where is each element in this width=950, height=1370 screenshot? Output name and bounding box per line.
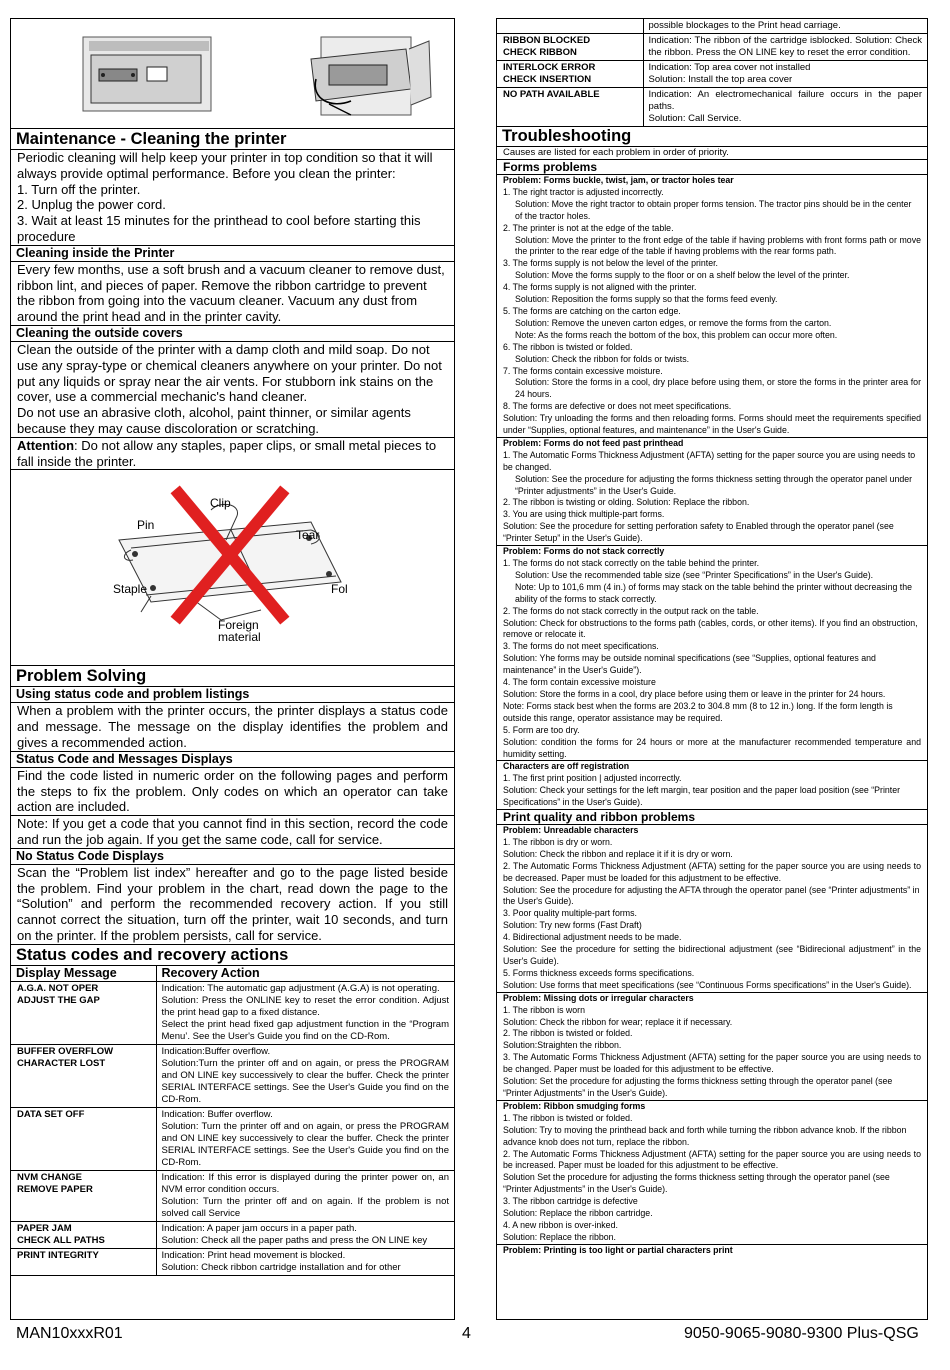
recovery-line: Indication: A paper jam occurs in a paper path. [161, 1222, 357, 1234]
problem-line: 3. The forms supply is not below the level of the printer. [503, 258, 718, 269]
problem-title: Problem: Forms buckle, twist, jam, or tractor holes tear [503, 175, 734, 185]
problem-line: 3. You are using thick multiple-part forms. [503, 509, 665, 520]
recovery-action [156, 1044, 454, 1107]
problem-line: 2. The Automatic Forms Thickness Adjustment (AFTA) setting for the paper source you are using needs to be decreased. Paper must be loaded for this adjustment to be effective. [503, 860, 921, 883]
problem-line: Solution: Check the ribbon and replace it if it is dry or worn. [503, 848, 733, 859]
problem-line: Solution Set the procedure for adjusting the forms thickness setting through the operator panel (see “Printer Adjustments” in the User's Guide). [503, 1172, 890, 1195]
recovery-line: Indication:Buffer overflow. [161, 1045, 271, 1057]
problem-line: 1. The ribbon is worn [503, 1004, 585, 1015]
problem-line: 1. The ribbon is twisted or folded. [503, 1112, 633, 1123]
problem-line: Solution: Move the right tractor to obtain proper forms tension. The tractor pins should be in the center of the tractor holes. [515, 198, 912, 221]
right-column [496, 18, 928, 1320]
maintenance-title: Maintenance - Cleaning the printer [11, 129, 454, 150]
recovery-action [643, 88, 927, 127]
using-status-title: Using status code and problem listings [11, 687, 454, 703]
forms-problems-title: Forms problems [497, 160, 927, 175]
problem-line: Solution: Use the recommended table size (see “Printer Specifications” in the User's Guide). [515, 569, 874, 580]
status-row [497, 88, 927, 127]
status-code-line: CHECK RIBBON [503, 47, 577, 58]
problem-line: Solution: See the procedure for setting perforation safety to Enabled through the operator panel (see “Printer Setup” in the User's Guide). [503, 521, 894, 544]
maintenance-step: 3. Wait at least 15 minutes for the printhead to cool before starting this procedure [17, 213, 421, 244]
problem-line: Solution: Check the ribbon for folds or twists. [515, 353, 690, 364]
problem-line: 7. The forms contain excessive moisture. [503, 365, 663, 376]
problem-line: Solution: Try to moving the printhead back and forth while turning the ribbon advance knob. If the ribbon advance knob does not turn, replace the ribbon. [503, 1124, 907, 1147]
status-displays-text: Find the code listed in numeric order on the following pages and perform the steps to fix the problem. Only codes on which an operator can take action are included. [11, 768, 454, 816]
problem-line: Solution: Replace the ribbon. [503, 1231, 616, 1242]
problem-line: 3. Poor quality multiple-part forms. [503, 908, 637, 919]
recovery-action [156, 981, 454, 1044]
problem-line: 8. The forms are defective or does not meet specifications. [503, 401, 732, 412]
problem-title: Problem: Unreadable characters [503, 825, 639, 836]
problem-line: 4. The form contain excessive moisture [503, 677, 656, 688]
maintenance-intro: Periodic cleaning will help keep your printer in top condition so that it will always provide optimal performance. Before you clean the printer: [17, 150, 433, 181]
problem-line: Note: Forms stack best when the forms are 203.2 to 304.8 mm (8 to 12 in.) long. If the form length is outside this range, operator assistance may be required. [503, 700, 893, 723]
troubleshooting-subtitle: Causes are listed for each problem in order of priority. [497, 147, 927, 160]
status-code-line: PRINT INTEGRITY [17, 1249, 99, 1261]
forms-damage-figure [11, 470, 454, 666]
status-cont-line: possible blockages to the Print head carriage. [643, 19, 927, 34]
print-quality-title: Print quality and ribbon problems [497, 810, 927, 825]
label-tear: Tear [296, 528, 320, 543]
status-code-line: PAPER JAM [17, 1222, 72, 1234]
problem-line: Solution: condition the forms for 24 hours or more at the manufacturer recommended temperature and humidity setting. [503, 736, 921, 759]
printer-illustration [11, 19, 454, 129]
status-row [497, 34, 927, 61]
label-pin: Pin [137, 518, 155, 533]
status-code [497, 88, 643, 127]
section-feed [497, 438, 927, 546]
status-code-line: CHECK ALL PATHS [17, 1234, 105, 1246]
status-row [11, 1170, 454, 1221]
status-code-line: NO PATH AVAILABLE [503, 89, 600, 100]
problem-line: Solution: See the procedure for adjusting the forms thickness setting through the operator panel under “Printer adjustments” in the User's Guide. [515, 473, 913, 496]
problem-line: 1. The ribbon is dry or worn. [503, 836, 613, 847]
cleaning-outside-text: Clean the outside of the printer with a damp cloth and mild soap. Do not use any spray-type or chemical cleaners anywhere on your printer. Do not put any liquids or spray near the air vents. For stubborn ink stains on the cover, use a commercial mechanic's hand cleaner. [17, 341, 442, 405]
section-unreadable [497, 825, 927, 993]
status-code-cell [497, 19, 643, 34]
section-stack [497, 546, 927, 761]
recovery-line: Solution: Check all the paper paths and press the ON LINE key [161, 1234, 428, 1246]
problem-title: Characters are off registration [503, 761, 630, 772]
status-codes-title: Status codes and recovery actions [11, 945, 454, 966]
status-code [11, 1044, 156, 1107]
problem-line: 6. The ribbon is twisted or folded. [503, 341, 633, 352]
problem-line: 4. Bidirectional adjustment needs to be made. [503, 932, 682, 943]
section-smudging [497, 1101, 927, 1245]
status-row [11, 1221, 454, 1248]
attention-text: : Do not allow any staples, paper clips, or small metal pieces to fall inside the printer. [17, 437, 437, 469]
cleaning-outside-warning: Do not use an abrasive cloth, alcohol, paint thinner, or similar agents because they may cause discoloration or scratching. [17, 405, 411, 436]
recovery-line: Indication: An electromechanical failure occurs in the paper paths. [648, 89, 922, 112]
recovery-line: Solution: Turn the printer off and on again, or press the PROGRAM and ON LINE key successively to clear the buffer. Check the printer SERIAL INTERFACE settings. See the User's Guide you find on the CD-Rom. [161, 1120, 449, 1168]
problem-line: Solution: Try unloading the forms and then reloading forms. Forms should meet the requirements specified under “Supplies, optional features, and maintenance” in the User's Guide. [503, 413, 921, 436]
status-code-line: CHARACTER LOST [17, 1057, 106, 1069]
status-codes-table-cont [497, 19, 927, 127]
problem-line: 1. The first print position | adjusted incorrectly. [503, 773, 682, 784]
using-status-text: When a problem with the printer occurs, the printer displays a status code and message. The message on the display identifies the problem and gives a recommended action. [11, 703, 454, 751]
section-buckle [497, 175, 927, 438]
status-code-line: ADJUST THE GAP [17, 994, 100, 1006]
cleaning-outside-block [11, 342, 454, 438]
problem-line: 2. The Automatic Forms Thickness Adjustment (AFTA) setting for the paper source you are using needs to be increased. Paper must be loaded for this adjustment to be effective. [503, 1148, 921, 1171]
problem-line: Note: Up to 101,6 mm (4 in.) of forms may stack on the table behind the printer without decreasing the ability of the forms to stack correctly. [515, 581, 913, 604]
status-code [11, 1221, 156, 1248]
maintenance-step: 2. Unplug the power cord. [17, 197, 166, 213]
label-clip: Clip [210, 496, 231, 511]
status-row [11, 1107, 454, 1170]
recovery-line: Indication: Top area cover not installed [648, 62, 811, 73]
problem-line: 1. The Automatic Forms Thickness Adjustment (AFTA) setting for the paper source you are using needs to be changed. [503, 449, 916, 472]
status-code-line: INTERLOCK ERROR [503, 62, 596, 73]
problem-line: Solution:Straighten the ribbon. [503, 1040, 622, 1051]
label-fol: Fol [331, 582, 348, 597]
forms-illustration [11, 470, 454, 666]
printer-images [11, 19, 454, 129]
col-display: Display Message [11, 966, 156, 982]
problem-line: Solution: See the procedure for setting the bidirectional adjustment (see “Bidirecional adjustment” in the User's Guide). [503, 944, 921, 966]
footer-doc-id: MAN10xxxR01 [16, 1325, 123, 1342]
status-code [11, 981, 156, 1044]
status-code-line: A.G.A. NOT OPER [17, 982, 99, 994]
label-foreign: Foreign [218, 618, 259, 633]
status-row [11, 981, 454, 1044]
recovery-line: Indication: If this error is displayed during the printer power on, an NVM error condition occurs. [161, 1171, 449, 1195]
recovery-action [156, 1107, 454, 1170]
left-column [10, 18, 455, 1320]
problem-line: Solution: See the procedure for adjusting the AFTA through the operator panel (see “Printer adjustments” in the User's Guide). [503, 884, 920, 907]
maintenance-intro-block [11, 150, 454, 246]
problem-line: 5. Form are too dry. [503, 724, 580, 735]
problem-title: Problem: Forms do not feed past printhead [503, 437, 684, 448]
status-code [497, 61, 643, 88]
recovery-line: Indication: Print head movement is blocked. [161, 1249, 346, 1261]
status-code-line: REMOVE PAPER [17, 1183, 93, 1195]
cleaning-inside-text: Every few months, use a soft brush and a vacuum cleaner to remove dust, ribbon lint, and pieces of paper. Remove the ribbon cartridge to prevent the ribbon from going into the vacuum cleaner. Vacuum any dust from around the print head and in the printer cavity. [11, 262, 454, 326]
problem-line: 3. The forms do not meet specifications. [503, 641, 659, 652]
no-status-title: No Status Code Displays [11, 849, 454, 865]
problem-title: Problem: Printing is too light or partial characters print [503, 1244, 733, 1255]
status-table-header [11, 966, 454, 982]
attention-label: Attention [17, 437, 75, 453]
status-row [11, 1044, 454, 1107]
printer-side-image [311, 37, 431, 115]
recovery-line: Indication: Buffer overflow. [161, 1108, 273, 1120]
cleaning-outside-title: Cleaning the outside covers [11, 326, 454, 342]
status-code [11, 1248, 156, 1275]
problem-line: Solution: Move the printer to the front edge of the table if having problems with front forms path or move the printer to the rear edge of the table if having problems with the rear forms path. [515, 234, 921, 257]
recovery-line: Solution: Check ribbon cartridge installation and for other [161, 1261, 401, 1273]
recovery-action [156, 1248, 454, 1275]
problem-line: 5. The forms are catching on the carton edge. [503, 305, 681, 316]
recovery-line: Indication: The automatic gap adjustment (A.G.A) is not operating. [161, 982, 440, 994]
problem-line: 2. The forms do not stack correctly in the output rack on the table. [503, 605, 759, 616]
status-code [11, 1107, 156, 1170]
recovery-action [156, 1170, 454, 1221]
problem-line: 2. The ribbon is twisting or olding. Solution: Replace the ribbon. [503, 497, 750, 508]
troubleshooting-title: Troubleshooting [497, 127, 927, 147]
cleaning-inside-title: Cleaning inside the Printer [11, 246, 454, 262]
maintenance-step: 1. Turn off the printer. [17, 181, 141, 197]
footer-page-number: 4 [462, 1325, 471, 1342]
recovery-line: Solution: Turn the printer off and on again. If the problem is not solved call Service [161, 1195, 449, 1219]
problem-title: Problem: Missing dots or irregular characters [503, 992, 694, 1003]
problem-line: Solution: Check for obstructions to the forms path (cables, cords, or other items). If you find an obstruction, remove or relocate it. [503, 617, 918, 640]
recovery-action [156, 1221, 454, 1248]
problem-line: 4. The forms supply is not aligned with the printer. [503, 282, 697, 293]
problem-line: Note: As the forms reach the bottom of the box, this problem can occur more often. [515, 329, 838, 340]
recovery-line: Solution: Install the top area cover [648, 74, 793, 85]
status-displays-title: Status Code and Messages Displays [11, 752, 454, 768]
status-code-line: DATA SET OFF [17, 1108, 85, 1120]
problem-line: 2. The printer is not at the edge of the table. [503, 222, 674, 233]
printer-back-image [83, 37, 211, 111]
status-row [11, 1248, 454, 1275]
problem-solving-title: Problem Solving [11, 666, 454, 687]
section-missing [497, 993, 927, 1101]
problem-line: Solution: Check the ribbon for wear; replace it if necessary. [503, 1016, 733, 1027]
recovery-line: Select the print head fixed gap adjustment function in the “Program Menu’. See the User's Guide you find on the CD-Rom. [161, 1018, 449, 1042]
status-code-line: NVM CHANGE [17, 1171, 82, 1183]
col-recovery: Recovery Action [156, 966, 454, 982]
problem-line: Solution: Try new forms (Fast Draft) [503, 920, 642, 931]
problem-line: Solution: Move the forms supply to the floor or on a shelf below the level of the printer. [515, 270, 850, 281]
problem-line: 2. The ribbon is twisted or folded. [503, 1028, 633, 1039]
status-code [11, 1170, 156, 1221]
status-code-line: RIBBON BLOCKED [503, 35, 591, 46]
problem-line: Solution: Store the forms in a cool, dry place before using them or leave in the printer for 24 hours. [503, 688, 886, 699]
status-code-line: BUFFER OVERFLOW [17, 1045, 114, 1057]
problem-title: Problem: Ribbon smudging forms [503, 1100, 646, 1111]
section-registration [497, 761, 927, 810]
status-row [497, 61, 927, 88]
status-note: Note: If you get a code that you cannot find in this section, record the code and run the job again. If you get the same code, call for service. [11, 816, 454, 849]
problem-line: 4. A new ribbon is over-inked. [503, 1219, 618, 1230]
recovery-action [643, 34, 927, 61]
recovery-line: Solution: Call Service. [648, 113, 742, 124]
no-status-text: Scan the “Problem list index” hereafter and go to the page listed beside the problem. Find your problem in the chart, read down the page to the “Solution” and perform the recommended recovery action. If you still cannot correct the situation, turn off the printer, wait 10 seconds, and turn on the printer. If the problem persists, call for service. [11, 865, 454, 945]
footer-model: 9050-9065-9080-9300 Plus-QSG [684, 1325, 919, 1342]
problem-line: 3. The ribbon cartridge is defective [503, 1196, 638, 1207]
section-light [497, 1245, 927, 1257]
status-code [497, 34, 643, 61]
problem-line: Solution: Replace the ribbon cartridge. [503, 1208, 653, 1219]
label-staple: Staple [113, 582, 148, 597]
problem-line: Solution: Check your settings for the left margin, tear position and the paper load position (see “Printer Specifications” in the User's Guide). [503, 785, 901, 808]
status-codes-table [11, 966, 454, 1276]
problem-line: Solution: Yhe forms may be outside nominal specifications (see “Supplies, optional features and maintenance” in the User's Guide”). [503, 653, 876, 676]
problem-line: Solution: Reposition the forms supply so that the forms feed evenly. [515, 294, 778, 305]
problem-line: Solution: Remove the uneven carton edges, or remove the forms from the carton. [515, 317, 832, 328]
problem-title: Problem: Forms do not stack correctly [503, 546, 665, 557]
recovery-line: Solution:Turn the printer off and on again, or press the PROGRAM and ON LINE key successively to clear the buffer. Check the printer SERIAL INTERFACE settings. See the User's Guide you find on the CD-Rom. [161, 1057, 449, 1105]
problem-line: 5. Forms thickness exceeds forms specifications. [503, 967, 695, 978]
recovery-line: Indication: The ribbon of the cartridge isblocked. Solution: Check the ribbon. Press the ON LINE key to reset the error condition. [648, 35, 922, 58]
attention-note [11, 438, 454, 471]
problem-line: 1. The forms do not stack correctly on the table behind the printer. [503, 558, 760, 568]
problem-line: 1. The right tractor is adjusted incorrectly. [503, 186, 664, 197]
problem-line: Solution: Set the procedure for adjusting the forms thickness setting through the operator panel (see “Printer Adjustments” in the User's Guide). [503, 1076, 893, 1098]
label-material: material [218, 630, 261, 645]
problem-line: 3. The Automatic Forms Thickness Adjustment (AFTA) setting for the paper source you are using needs to be changed. Paper must be loaded for this adjustment to be effective. [503, 1052, 921, 1075]
problem-line: Solution: Use forms that meet specifications (see “Continuous Forms specifications” in the User's Guide). [503, 979, 912, 990]
status-code-line: CHECK INSERTION [503, 74, 592, 85]
problem-line: Solution: Store the forms in a cool, dry place before using them, or store the forms in the printer area for 24 hours. [515, 377, 921, 400]
recovery-line: Solution: Press the ONLINE key to reset the error condition. Adjust the print head gap to a fixed distance. [161, 994, 449, 1018]
recovery-action [643, 61, 927, 88]
